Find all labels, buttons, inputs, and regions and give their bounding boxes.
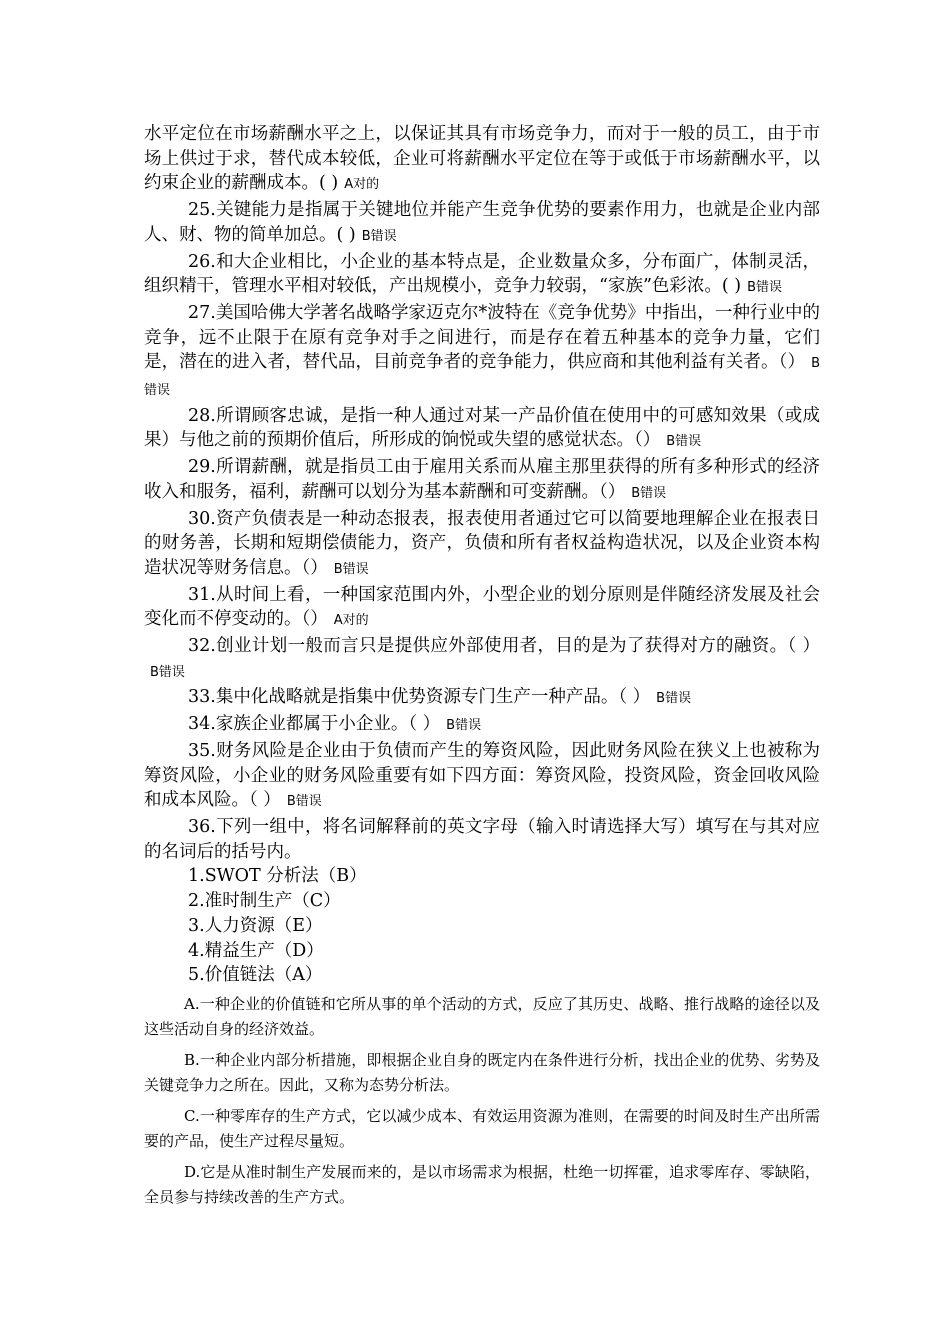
answer-label: B错误 bbox=[361, 228, 397, 244]
match-item: 5.价值链法（A） bbox=[188, 965, 323, 986]
answer-label: B错误 bbox=[150, 664, 185, 680]
question-31 bbox=[144, 583, 820, 634]
answer-label: B错误 bbox=[144, 356, 820, 399]
question-33 bbox=[144, 685, 820, 712]
question-text: 31.从时间上看，一种国家范围内外，小型企业的划分原则是伴随经济发展及社会变化而不停变动的。（） bbox=[144, 584, 820, 630]
answer-label: A对的 bbox=[344, 177, 380, 193]
question-text: 32.创业计划一般而言只是提供应外部使用者，目的是为了获得对方的融资。（ ） bbox=[188, 636, 820, 657]
match-item: 1.SWOT 分析法（B） bbox=[188, 866, 367, 887]
definition-b: B.一种企业内部分析措施，即根据企业自身的既定内在条件进行分析，找出企业的优势、劣势及关键竞争力之所在。因此，又称为态势分析法。 bbox=[144, 1050, 820, 1094]
question-32 bbox=[144, 634, 820, 685]
answer-label: B错误 bbox=[333, 561, 369, 577]
definition-list bbox=[144, 992, 820, 1210]
definition-a: A.一种企业的价值链和它所从事的单个活动的方式，反应了其历史、战略、推行战略的途径以及这些活动自身的经济效益。 bbox=[144, 994, 820, 1038]
document-body bbox=[144, 122, 820, 1210]
question-27 bbox=[144, 301, 820, 404]
definition-d: D.它是从准时制生产发展而来的，是以市场需求为根据，杜绝一切挥霍，追求零库存、零缺陷，全员参与持续改善的生产方式。 bbox=[144, 1162, 820, 1206]
question-text: 33.集中化战略就是指集中优势资源专门生产一种产品。（ ） bbox=[188, 687, 651, 708]
answer-label: B错误 bbox=[747, 280, 783, 296]
answer-label: B错误 bbox=[656, 691, 692, 707]
question-34 bbox=[144, 712, 820, 739]
question-25 bbox=[144, 198, 820, 249]
question-text: 29.所谓薪酬，就是指员工由于雇用关系而从雇主那里获得的所有多种形式的经济收入和服务，福利，薪酬可以划分为基本薪酬和可变薪酬。（） bbox=[144, 457, 820, 502]
question-text: 28.所谓顾客忠诚，是指一种人通过对某一产品价值在使用中的可感知效果（或成果）与他之前的预期价值后，所形成的饷悦或失望的感觉状态。（） bbox=[144, 405, 820, 451]
answer-label: B错误 bbox=[446, 718, 482, 734]
question-text: 25.关键能力是指属于关键地位并能产生竞争优势的要素作用力，也就是企业内部人、财、物的简单加总。( ) bbox=[144, 200, 820, 245]
question-26 bbox=[144, 250, 820, 301]
question-text: 34.家族企业都属于小企业。（ ） bbox=[188, 714, 441, 735]
question-text: 35.财务风险是企业由于负债而产生的筹资风险，因此财务风险在狭义上也被称为筹资风险，小企业的财务风险重要有如下四方面：筹资风险，投资风险，资金回收风险和成本风险。（ ） bbox=[144, 740, 820, 811]
question-36 bbox=[144, 815, 820, 864]
question-35 bbox=[144, 739, 820, 815]
match-item: 3.人力资源（E） bbox=[188, 915, 323, 936]
question-30 bbox=[144, 507, 820, 583]
question-text: 27.美国哈佛大学著名战略学家迈克尔*波特在《竞争优势》中指出，一种行业中的竞争，远不止限于在原有竞争对手之间进行，而是存在着五种基本的竞争力量，它们是，潜在的进入者，替代品，目前竞争者的竞争能力，供应商和其他利益有关者。（） bbox=[144, 302, 820, 373]
answer-label: B错误 bbox=[286, 794, 322, 810]
question-text: 36.下列一组中，将名词解释前的英文字母（输入时请选择大写）填写在与其对应的名词后的括号内。 bbox=[144, 816, 820, 862]
paragraph-24-continued bbox=[144, 122, 820, 198]
answer-label: A对的 bbox=[333, 613, 369, 629]
match-item: 2.准时制生产（C） bbox=[188, 891, 341, 912]
match-item: 4.精益生产（D） bbox=[188, 940, 324, 961]
answer-label: B错误 bbox=[666, 434, 702, 450]
match-list bbox=[144, 864, 820, 988]
answer-label: B错误 bbox=[631, 485, 667, 501]
definition-c: C.一种零库存的生产方式，它以减少成本、有效运用资源为准则，在需要的时间及时生产出所需要的产品，使生产过程尽量短。 bbox=[144, 1106, 820, 1150]
question-text: 30.资产负债表是一种动态报表，报表使用者通过它可以简要地理解企业在报表日的财务善，长期和短期偿债能力，资产，负债和所有者权益构造状况，以及企业资本构造状况等财务信息。（） bbox=[144, 508, 820, 578]
question-28 bbox=[144, 404, 820, 455]
question-29 bbox=[144, 455, 820, 506]
paragraph-text: 水平定位在市场薪酬水平之上，以保证其具有市场竞争力，而对于一般的员工，由于市场上供过于求，替代成本较低，企业可将薪酬水平定位在等于或低于市场薪酬水平，以约束企业的薪酬成本。( ) bbox=[144, 124, 820, 194]
question-text: 26.和大企业相比，小企业的基本特点是，企业数量众多，分布面广，体制灵活，组织精干，管理水平相对较低，产出规模小，竞争力较弱，“家族”色彩浓。( ) bbox=[144, 251, 820, 297]
